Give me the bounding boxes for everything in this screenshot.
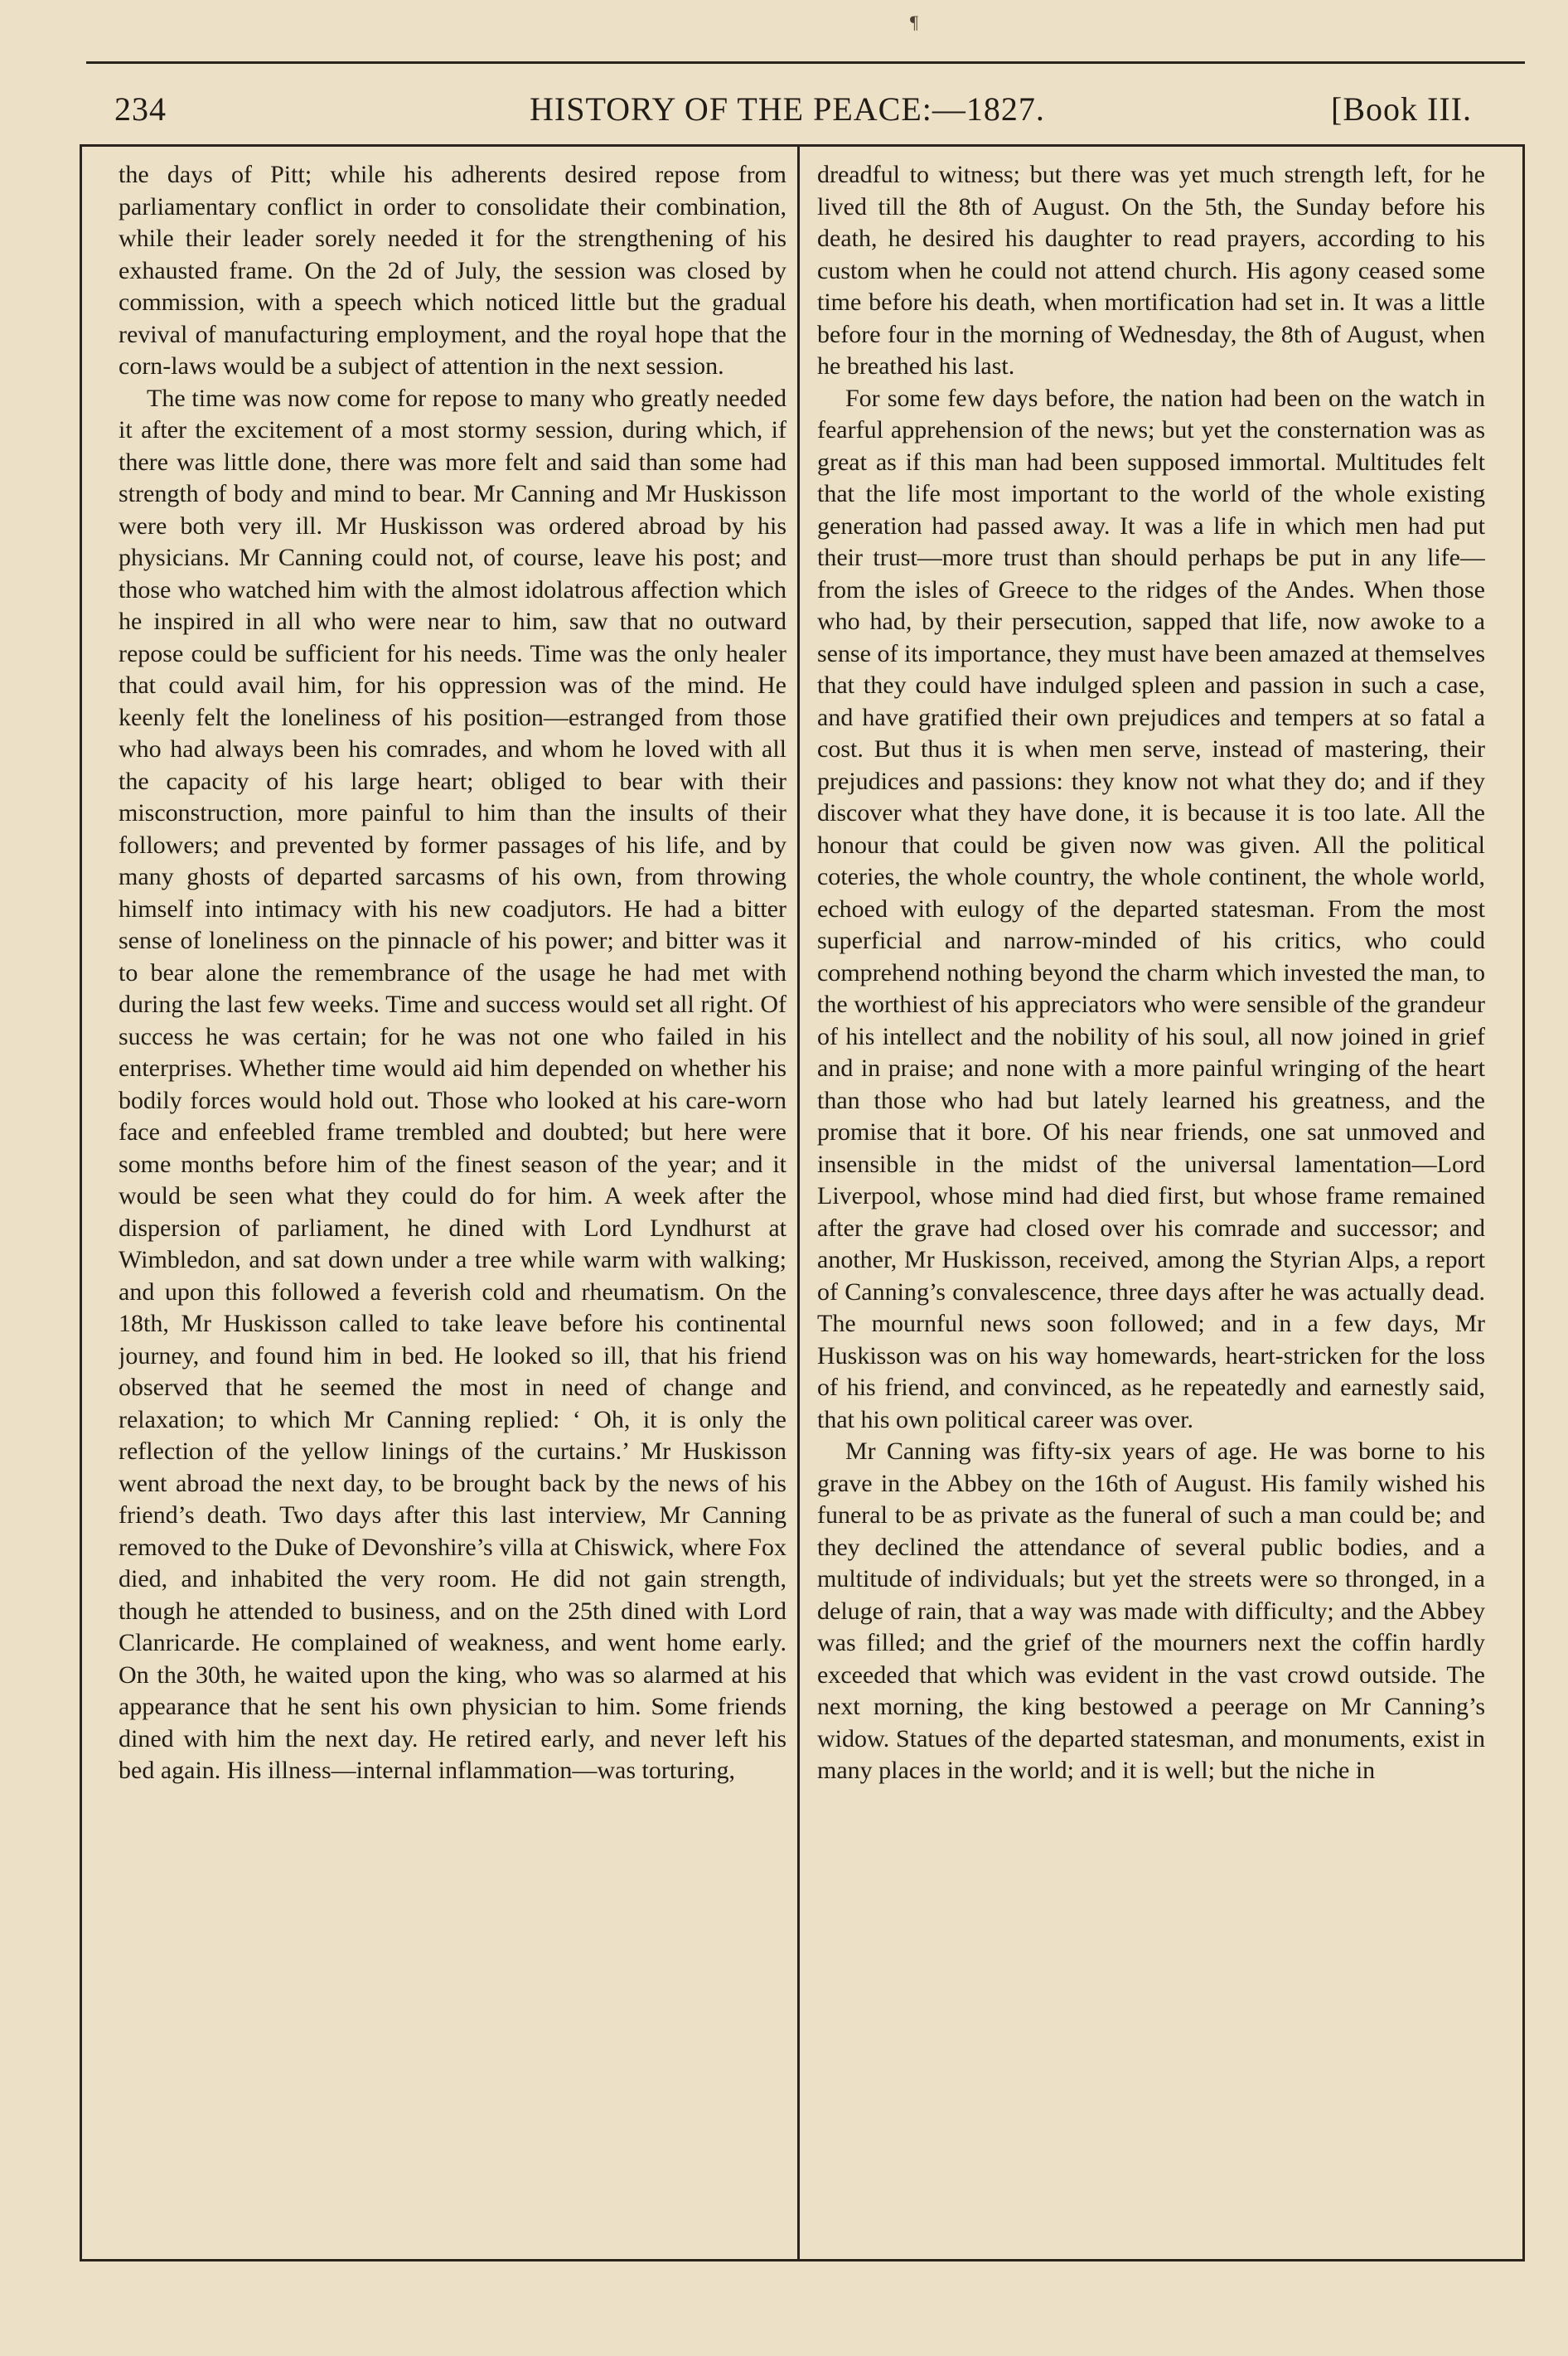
top-rule (86, 61, 1525, 64)
paragraph: For some few days before, the nation had been on the watch in fearful apprehension of the news; but yet the consternation was as great as if this man had been supposed immortal. Multitudes felt that the life most important to the world of the whole existing generation had passed away. It was a life in which men had put their trust—more trust than should perhaps be put in any life—from the isles of Greece to the ridges of the Andes. When those who had, by their persecution, sapped that life, now awoke to a sense of its importance, they must have been amazed at themselves that they could have indulged spleen and passion in such a case, and have gratified their own prejudices and tempers at so fatal a cost. But thus it is when men serve, instead of mastering, their prejudices and passions: they know not what they do; and if they discover what they have done, it is because it is too late. All the honour that could be given now was given. All the political coteries, the whole country, the whole continent, the whole world, echoed with eulogy of the departed statesman. From the most superficial and narrow-minded of his critics, who could comprehend nothing beyond the charm which invested the man, to the worthiest of his appreciators who were sensible of the grandeur of his intellect and the nobility of his soul, all now joined in grief and in praise; and none with a more painful wringing of the heart than those who had but lately learned his greatness, and the promise that it bore. Of his near friends, one sat unmoved and insensible in the midst of the universal lamentation—Lord Liverpool, whose mind had died first, but whose frame remained after the grave had closed over his comrade and successor; and another, Mr Huskisson, received, among the Styrian Alps, a report of Canning’s convalescence, three days after he was actually dead. The mournful news soon followed; and in a few days, Mr Huskisson was on his way homewards, heart-stricken for the loss of his friend, and convinced, as he repeatedly and earnestly said, that his own political career was over. (817, 384, 1485, 1433)
paragraph: Mr Canning was fifty-six years of age. He was borne to his grave in the Abbey on the 16th of August. His family wished his funeral to be as private as the funeral of such a man could be; and they declined the attendance of several public bodies, and a multitude of individuals; but yet the streets were so thronged, in a deluge of rain, that a way was made with difficulty; and the Abbey was filled; and the grief of the mourners next the coffin hardly exceeded that which was evident in the vast crowd outside. The next morning, the king bestowed a peerage on Mr Canning’s widow. Statues of the departed statesman, and monuments, exist in many places in the world; and it is well; but the niche in (817, 1437, 1485, 1784)
top-margin-mark: ¶ (910, 12, 918, 32)
paragraph: dreadful to witness; but there was yet much strength left, for he lived till the 8th of August. On the 5th, the Sunday before his death, he desired his daughter to read prayers, according to his custom when he could not attend church. His agony ceased some time before his death, when mortification had set in. It was a little before four in the morning of Wednesday, the 8th of August, when he breathed his last. (817, 161, 1485, 380)
paragraph: the days of Pitt; while his adherents desired repose from parliamentary conflict in order to consolidate their combination, while their leader sorely needed it for the strengthening of his exhausted frame. On the 2d of July, the session was closed by commission, with a speech which noticed little but the gradual revival of manufacturing employment, and the royal hope that the corn-laws would be a subject of attention in the next session. (119, 161, 786, 380)
running-header (86, 90, 1528, 139)
paragraph: The time was now come for repose to many who greatly needed it after the excitement of a most stormy session, during which, if there was little done, there was more felt and said than some had strength of body and mind to bear. Mr Canning and Mr Huskisson were both very ill. Mr Huskisson was ordered abroad by his physicians. Mr Canning could not, of course, leave his post; and those who watched him with the almost idolatrous affection which he inspired in all who were near to him, saw that no outward repose could be sufficient for his needs. Time was the only healer that could avail him, for his oppression was of the mind. He keenly felt the loneliness of his position—estranged from those who had always been his comrades, and whom he loved with all the capacity of his large heart; obliged to bear with their misconstruction, more painful to him than the insults of their followers; and prevented by former passages of his life, and by many ghosts of departed sarcasms of his own, from throwing himself into intimacy with his new coadjutors. He had a bitter sense of loneliness on the pinnacle of his power; and bitter was it to bear alone the remembrance of the usage he had met with during the last few weeks. Time and success would set all right. Of success he was certain; for he was not one who failed in his enterprises. Whether time would aid him depended on whether his bodily forces would hold out. Those who looked at his care-worn face and enfeebled frame trembled and doubted; but here were some months before him of the finest season of the year; and it would be seen what they could do for him. A week after the dispersion of parliament, he dined with Lord Lyndhurst at Wimbledon, and sat down under a tree while warm with walking; and upon this followed a feverish cold and rheumatism. On the 18th, Mr Huskisson called to take leave before his continental journey, and found him in bed. He looked so ill, that his friend observed that he seemed the most in need of change and relaxation; to which Mr Canning replied: ‘ Oh, it is only the reflection of the yellow linings of the curtains.’ Mr Huskisson went abroad the next day, to be brought back by the news of his friend’s death. Two days after this last interview, Mr Canning removed to the Duke of Devonshire’s villa at Chiswick, where Fox died, and inhabited the very room. He did not gain strength, though he attended to business, and on the 25th dined with Lord Clanricarde. He complained of weakness, and went home early. On the 30th, he waited upon the king, who was so alarmed at his appearance that he sent his own physician to him. Some friends dined with him the next day. He retired early, and never left his bed again. His illness—internal inflammation—was torturing, (119, 384, 786, 1784)
book-label: [Book III. (1331, 90, 1472, 128)
left-column (119, 159, 786, 2252)
page-number: 234 (114, 90, 167, 128)
running-title: HISTORY OF THE PEACE:—1827. (530, 90, 1045, 128)
right-column (817, 159, 1485, 2252)
column-divider (797, 146, 800, 2261)
